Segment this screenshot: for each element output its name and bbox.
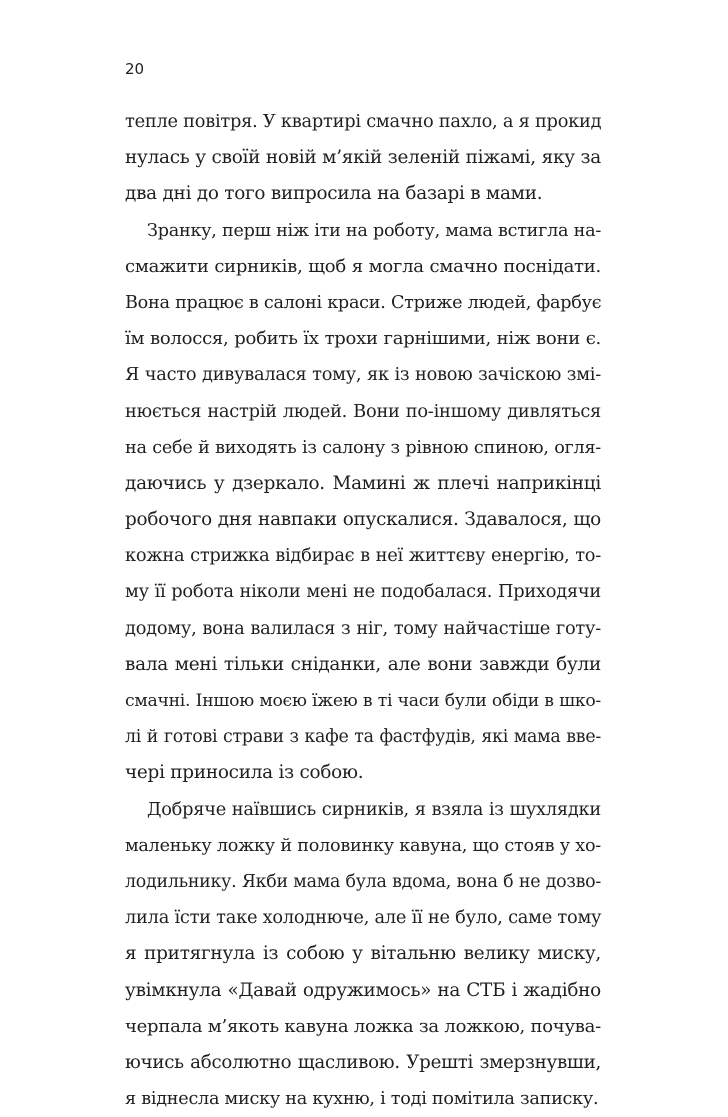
text-line: ючись абсолютно щасливою. Урешті змерзнувши, bbox=[125, 1051, 601, 1073]
text-line: на себе й виходять із салону з рівною спиною, огля- bbox=[125, 437, 601, 458]
text-line: додому, вона валилася з ніг, тому найчастіше готу- bbox=[125, 617, 601, 639]
text-line: тепле повітря. У квартирі смачно пахло, а я прокид bbox=[125, 111, 602, 132]
text-line: робочого дня навпаки опускалися. Здавалося, що bbox=[125, 509, 601, 531]
text-line: Добряче наївшись сирників, я взяла із шухлядки bbox=[147, 798, 601, 820]
text-line: лі й готові страви з кафе та фастфудів, які мама вве- bbox=[125, 727, 601, 748]
text-line: два дні до того випросила на базарі в мами. bbox=[125, 183, 543, 205]
paragraph bbox=[125, 792, 601, 1117]
text-line: їм волосся, робить їх трохи гарнішими, ніж вони є. bbox=[125, 328, 601, 350]
paragraph bbox=[125, 104, 601, 213]
text-line: чері приносила із собою. bbox=[125, 762, 364, 784]
text-line: вала мені тільки сніданки, але вони завжди були bbox=[125, 653, 601, 675]
text-line: Я часто дивувалася тому, як із новою зачіскою змі- bbox=[125, 364, 601, 386]
text-line: нулась у своїй новій м’якій зеленій піжамі, яку за bbox=[125, 147, 601, 169]
text-line: му її робота ніколи мені не подобалася. Приходячи bbox=[125, 581, 601, 603]
text-line: я притягнула із собою у вітальню велику миску, bbox=[125, 943, 601, 965]
page-number: 20 bbox=[125, 60, 145, 78]
text-line: смажити сирників, щоб я могла смачно поснідати. bbox=[125, 255, 601, 277]
text-line: лодильнику. Якби мама була вдома, вона б не дозво- bbox=[125, 871, 601, 892]
text-line: я віднесла миску на кухню, і тоді помітила записку. bbox=[125, 1089, 599, 1110]
text-line: увімкнула «Давай одружимось» на СТБ і жадібно bbox=[125, 979, 601, 1001]
text-line: Вона працює в салоні краси. Стриже людей, фарбує bbox=[125, 292, 602, 313]
text-line: Зранку, перш ніж іти на роботу, мама встигла на- bbox=[147, 220, 602, 241]
text-line: даючись у дзеркало. Мамині ж плечі наприкінці bbox=[125, 472, 601, 494]
text-line: кожна стрижка відбирає в неї життєву енергію, то- bbox=[125, 545, 601, 567]
text-line: смачні. Іншою моєю їжею в ті часи були обіди в шко- bbox=[125, 691, 601, 711]
text-line: нюється настрій людей. Вони по-іншому дивляться bbox=[125, 400, 601, 422]
text-line: маленьку ложку й половинку кавуна, що стояв у хо- bbox=[125, 835, 601, 856]
paragraph bbox=[125, 213, 601, 792]
text-line: черпала м’якоть кавуна ложка за ложкою, почува- bbox=[125, 1015, 601, 1037]
body-text bbox=[125, 104, 601, 1117]
text-line: лила їсти таке холоднюче, але її не було, саме тому bbox=[125, 907, 602, 929]
